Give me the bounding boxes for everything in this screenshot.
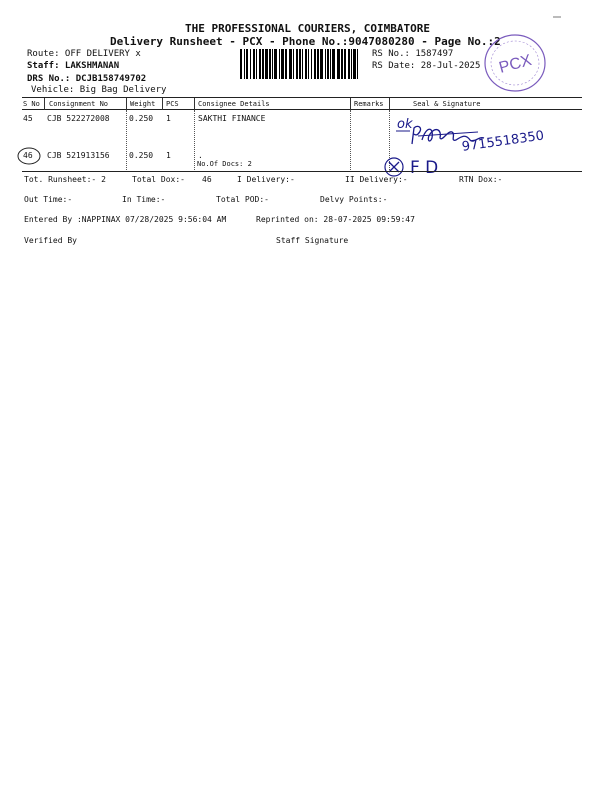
barcode-bar	[256, 49, 257, 79]
delvy-points: Delvy Points:-	[320, 195, 388, 204]
barcode-bar	[253, 49, 255, 79]
barcode-bar	[269, 49, 271, 79]
barcode-bar	[353, 49, 356, 79]
col-sep	[389, 98, 390, 110]
barcode	[240, 49, 362, 79]
barcode-bar	[272, 49, 273, 79]
barcode-bar	[296, 49, 298, 79]
table-header-border	[22, 109, 582, 110]
col-sep	[350, 98, 351, 110]
stamp-text: PCX	[497, 51, 534, 77]
out-time: Out Time:-	[24, 195, 73, 204]
reprinted-on: Reprinted on: 28-07-2025 09:59:47	[256, 215, 415, 224]
row-consignee: SAKTHI FINANCE	[198, 114, 266, 123]
barcode-bar	[265, 49, 268, 79]
barcode-bar	[325, 49, 326, 79]
rs-number: RS No.: 1587497	[372, 49, 454, 59]
handwritten-fd: F D	[410, 158, 439, 178]
barcode-bar	[357, 49, 358, 79]
total-dox-value: 46	[202, 175, 212, 184]
total-pod: Total POD:-	[216, 195, 269, 204]
i-delivery: I Delivery:-	[237, 175, 295, 184]
barcode-bar	[348, 49, 350, 79]
row-sno: 46	[23, 151, 33, 160]
col-header-consignment: Consignment No	[49, 100, 109, 108]
barcode-bar	[311, 49, 312, 79]
barcode-bar	[293, 49, 294, 79]
row-pcs: 1	[166, 114, 171, 123]
row-weight: 0.250	[129, 151, 154, 160]
barcode-bar	[285, 49, 287, 79]
barcode-bar	[279, 49, 280, 79]
staff-label: Staff: LAKSHMANAN	[27, 61, 120, 71]
col-header-pcs: PCS	[166, 100, 179, 108]
barcode-bar	[314, 49, 316, 79]
col-header-remarks: Remarks	[354, 100, 384, 108]
col-sep	[44, 98, 45, 110]
barcode-bar	[327, 49, 329, 79]
barcode-bar	[330, 49, 331, 79]
ok-underline	[396, 130, 406, 133]
col-sep	[126, 98, 127, 110]
col-sep	[194, 98, 195, 110]
verified-by: Verified By	[24, 236, 77, 245]
barcode-bar	[289, 49, 292, 79]
pcx-stamp	[482, 32, 548, 94]
rtn-dox: RTN Dox:-	[459, 175, 503, 184]
in-time: In Time:-	[122, 195, 166, 204]
table-bottom-border	[22, 171, 582, 172]
row-weight: 0.250	[129, 114, 154, 123]
ii-delivery: II Delivery:-	[345, 175, 408, 184]
vehicle-label: Vehicle: Big Bag Delivery	[31, 85, 167, 95]
col-header-weight: Weight	[130, 100, 156, 108]
barcode-bar	[240, 49, 242, 79]
row-consignee: .	[198, 151, 203, 160]
barcode-bar	[259, 49, 261, 79]
no-of-docs: No.Of Docs: 2	[197, 160, 252, 168]
col-sep	[162, 98, 163, 110]
corner-mark	[553, 16, 561, 18]
company-title: THE PROFESSIONAL COURIERS, COIMBATORE	[185, 22, 431, 35]
barcode-bar	[337, 49, 340, 79]
barcode-bar	[302, 49, 303, 79]
row-sno: 45	[23, 114, 33, 123]
row-consignment: CJB 521913156	[47, 151, 110, 160]
row-sep	[350, 110, 351, 170]
barcode-bar	[341, 49, 343, 79]
runsheet-subtitle: Delivery Runsheet - PCX - Phone No.:9047080280 - Page No.:2	[110, 35, 501, 48]
barcode-bar	[351, 49, 352, 79]
barcode-bar	[344, 49, 346, 79]
barcode-bar	[320, 49, 323, 79]
col-header-consignee: Consignee Details	[198, 100, 270, 108]
row-pcs: 1	[166, 151, 171, 160]
route-label: Route: OFF DELIVERY x	[27, 49, 141, 59]
table-top-border	[22, 97, 582, 98]
handwritten-ok: ok	[397, 117, 413, 132]
barcode-bar	[332, 49, 335, 79]
barcode-bar	[281, 49, 284, 79]
row-consignment: CJB 522272008	[47, 114, 110, 123]
barcode-bar	[250, 49, 251, 79]
total-dox: Total Dox:-	[132, 175, 185, 184]
barcode-bar	[299, 49, 301, 79]
col-header-seal: Seal & Signature	[413, 100, 481, 108]
col-header-sno: S No	[23, 100, 40, 108]
barcode-bar	[305, 49, 307, 79]
barcode-bar	[317, 49, 319, 79]
barcode-bar	[308, 49, 309, 79]
row-sep	[126, 110, 127, 170]
tot-runsheet: Tot. Runsheet:- 2	[24, 175, 106, 184]
drs-number: DRS No.: DCJB158749702	[27, 74, 147, 84]
handwritten-phone: 9715518350	[461, 128, 546, 155]
entered-by: Entered By :NAPPINAX 07/28/2025 9:56:04 AM	[24, 215, 227, 224]
barcode-bar	[246, 49, 248, 79]
row-sep	[194, 110, 195, 170]
barcode-bar	[262, 49, 264, 79]
rs-date: RS Date: 28-Jul-2025	[372, 61, 481, 71]
barcode-bar	[244, 49, 245, 79]
staff-signature: Staff Signature	[276, 236, 349, 245]
barcode-bar	[274, 49, 277, 79]
